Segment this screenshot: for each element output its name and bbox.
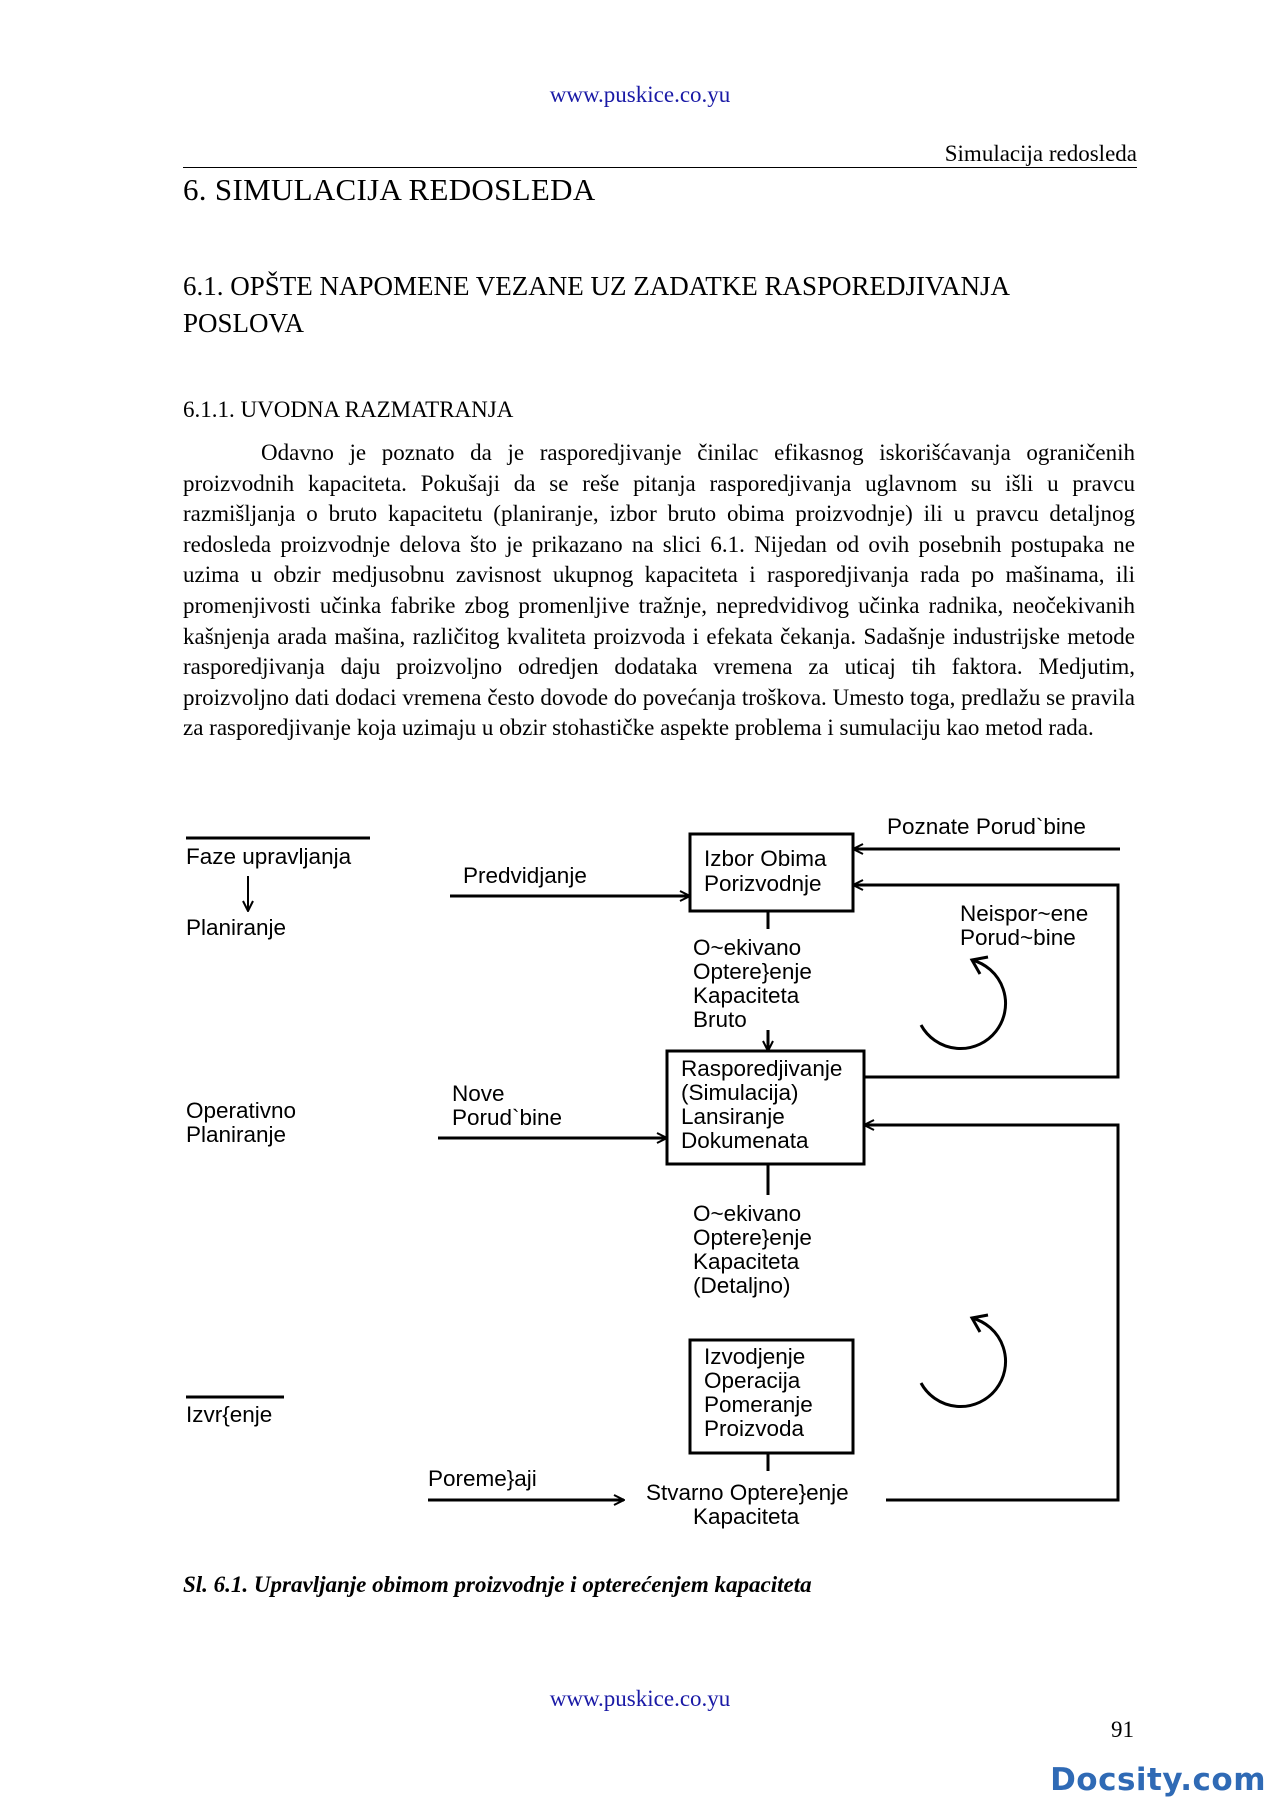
disturbances-label: Poreme}aji bbox=[428, 1466, 537, 1491]
box-scheduling-line-3: Lansiranje bbox=[681, 1104, 785, 1129]
header-url[interactable]: www.puskice.co.yu bbox=[549, 82, 731, 107]
unfulfilled-orders-line-2: Porud~bine bbox=[960, 925, 1076, 950]
box-execution-line-3: Pomeranje bbox=[704, 1392, 813, 1417]
box-execution-line-4: Proizvoda bbox=[704, 1416, 805, 1441]
box-scheduling-line-1: Rasporedjivanje bbox=[681, 1056, 843, 1081]
gross-load-line-2: Optere}enje bbox=[693, 959, 812, 984]
actual-load-line-2: Kapaciteta bbox=[693, 1504, 800, 1529]
header-rule bbox=[183, 167, 1137, 168]
running-title: Simulacija redosleda bbox=[944, 141, 1137, 166]
docsity-watermark[interactable]: Docsity.com bbox=[1050, 1762, 1266, 1798]
box-execution-line-1: Izvodjenje bbox=[704, 1344, 806, 1369]
chapter-heading: 6. SIMULACIJA REDOSLEDA bbox=[183, 172, 596, 207]
gross-load-line-1: O~ekivano bbox=[693, 935, 802, 960]
phase-execution: Izvr{enje bbox=[186, 1402, 273, 1427]
detailed-load-line-1: O~ekivano bbox=[693, 1201, 802, 1226]
box-scheduling-line-2: (Simulacija) bbox=[681, 1080, 799, 1105]
phase-operative-line-1: Operativno bbox=[186, 1098, 297, 1123]
subsection-heading: 6.1.1. UVODNA RAZMATRANJA bbox=[183, 397, 514, 422]
box-scheduling-line-4: Dokumenata bbox=[681, 1128, 809, 1153]
new-orders-line-1: Nove bbox=[452, 1081, 505, 1106]
section-heading-line-1: 6.1. OPŠTE NAPOMENE VEZANE UZ ZADATKE RASPOREDJIVANJA bbox=[183, 271, 1011, 301]
footer-url[interactable]: www.puskice.co.yu bbox=[549, 1686, 731, 1711]
detailed-load-line-2: Optere}enje bbox=[693, 1225, 812, 1250]
box-volume-selection-line-1: Izbor Obima bbox=[704, 846, 827, 871]
phase-planning: Planiranje bbox=[186, 915, 287, 940]
loop-arrow-top bbox=[921, 960, 1006, 1049]
body-paragraph: Odavno je poznato da je rasporedjivanje činilac efikasnog iskorišćavanja ograničenih proizvodnih kapaciteta. Pokušaji da se reše pitanja rasporedjivanja uglavnom su išli u pravcu razmišljanja o bruto kapacitetu (planiranje, izbor bruto obima proizvodnje) ili u pravcu detaljnog redosleda proizvodnje delova što je prikazano na slici 6.1. Nijedan od ovih posebnih postupaka ne uzima u obzir medjusobnu zavisnost ukupnog kapaciteta i rasporedjivanja rada po mašinama, ili promenjivosti učinka fabrike zbog promenljive tražnje, nepredvidivog učinka radnika, neočekivanih kašnjenja arada mašina, različitog kvaliteta proizvoda i efekata čekanja. Sadašnje industrijske metode rasporedjivanja daju proizvoljno odredjen dodataka vremena za uticaj tih faktora. Medjutim, proizvoljno dati dodaci vremena često dovode do povećanja troškova. Umesto toga, predlažu se pravila za rasporedjivanje koja uzimaju u obzir stohastičke aspekte problema i sumulaciju kao metod rada. bbox=[183, 440, 1135, 741]
unfulfilled-orders-line-1: Neispor~ene bbox=[960, 901, 1089, 926]
detailed-load-line-4: (Detaljno) bbox=[693, 1273, 791, 1298]
section-heading-line-2: POSLOVA bbox=[183, 308, 305, 338]
forecast-label: Predvidjanje bbox=[463, 863, 587, 888]
phase-operative-line-2: Planiranje bbox=[186, 1122, 287, 1147]
gross-load-line-3: Kapaciteta bbox=[693, 983, 800, 1008]
detailed-load-line-3: Kapaciteta bbox=[693, 1249, 800, 1274]
box-volume-selection-line-2: Porizvodnje bbox=[704, 871, 822, 896]
box-execution-line-2: Operacija bbox=[704, 1368, 801, 1393]
actual-load-line-1: Stvarno Optere}enje bbox=[646, 1480, 849, 1505]
figure-caption: Sl. 6.1. Upravljanje obimom proizvodnje i opterećenjem kapaciteta bbox=[183, 1572, 812, 1597]
figure-6-1-diagram bbox=[0, 816, 1280, 1556]
section-heading bbox=[183, 268, 1133, 342]
page-number: 91 bbox=[1111, 1717, 1134, 1742]
loop-arrow-bottom bbox=[921, 1318, 1006, 1407]
new-orders-line-2: Porud`bine bbox=[452, 1105, 563, 1130]
known-orders-label: Poznate Porud`bine bbox=[887, 816, 1086, 839]
gross-load-line-4: Bruto bbox=[693, 1007, 747, 1032]
actual-load-feedback-line bbox=[864, 1125, 1118, 1500]
phases-title: Faze upravljanja bbox=[186, 844, 352, 869]
